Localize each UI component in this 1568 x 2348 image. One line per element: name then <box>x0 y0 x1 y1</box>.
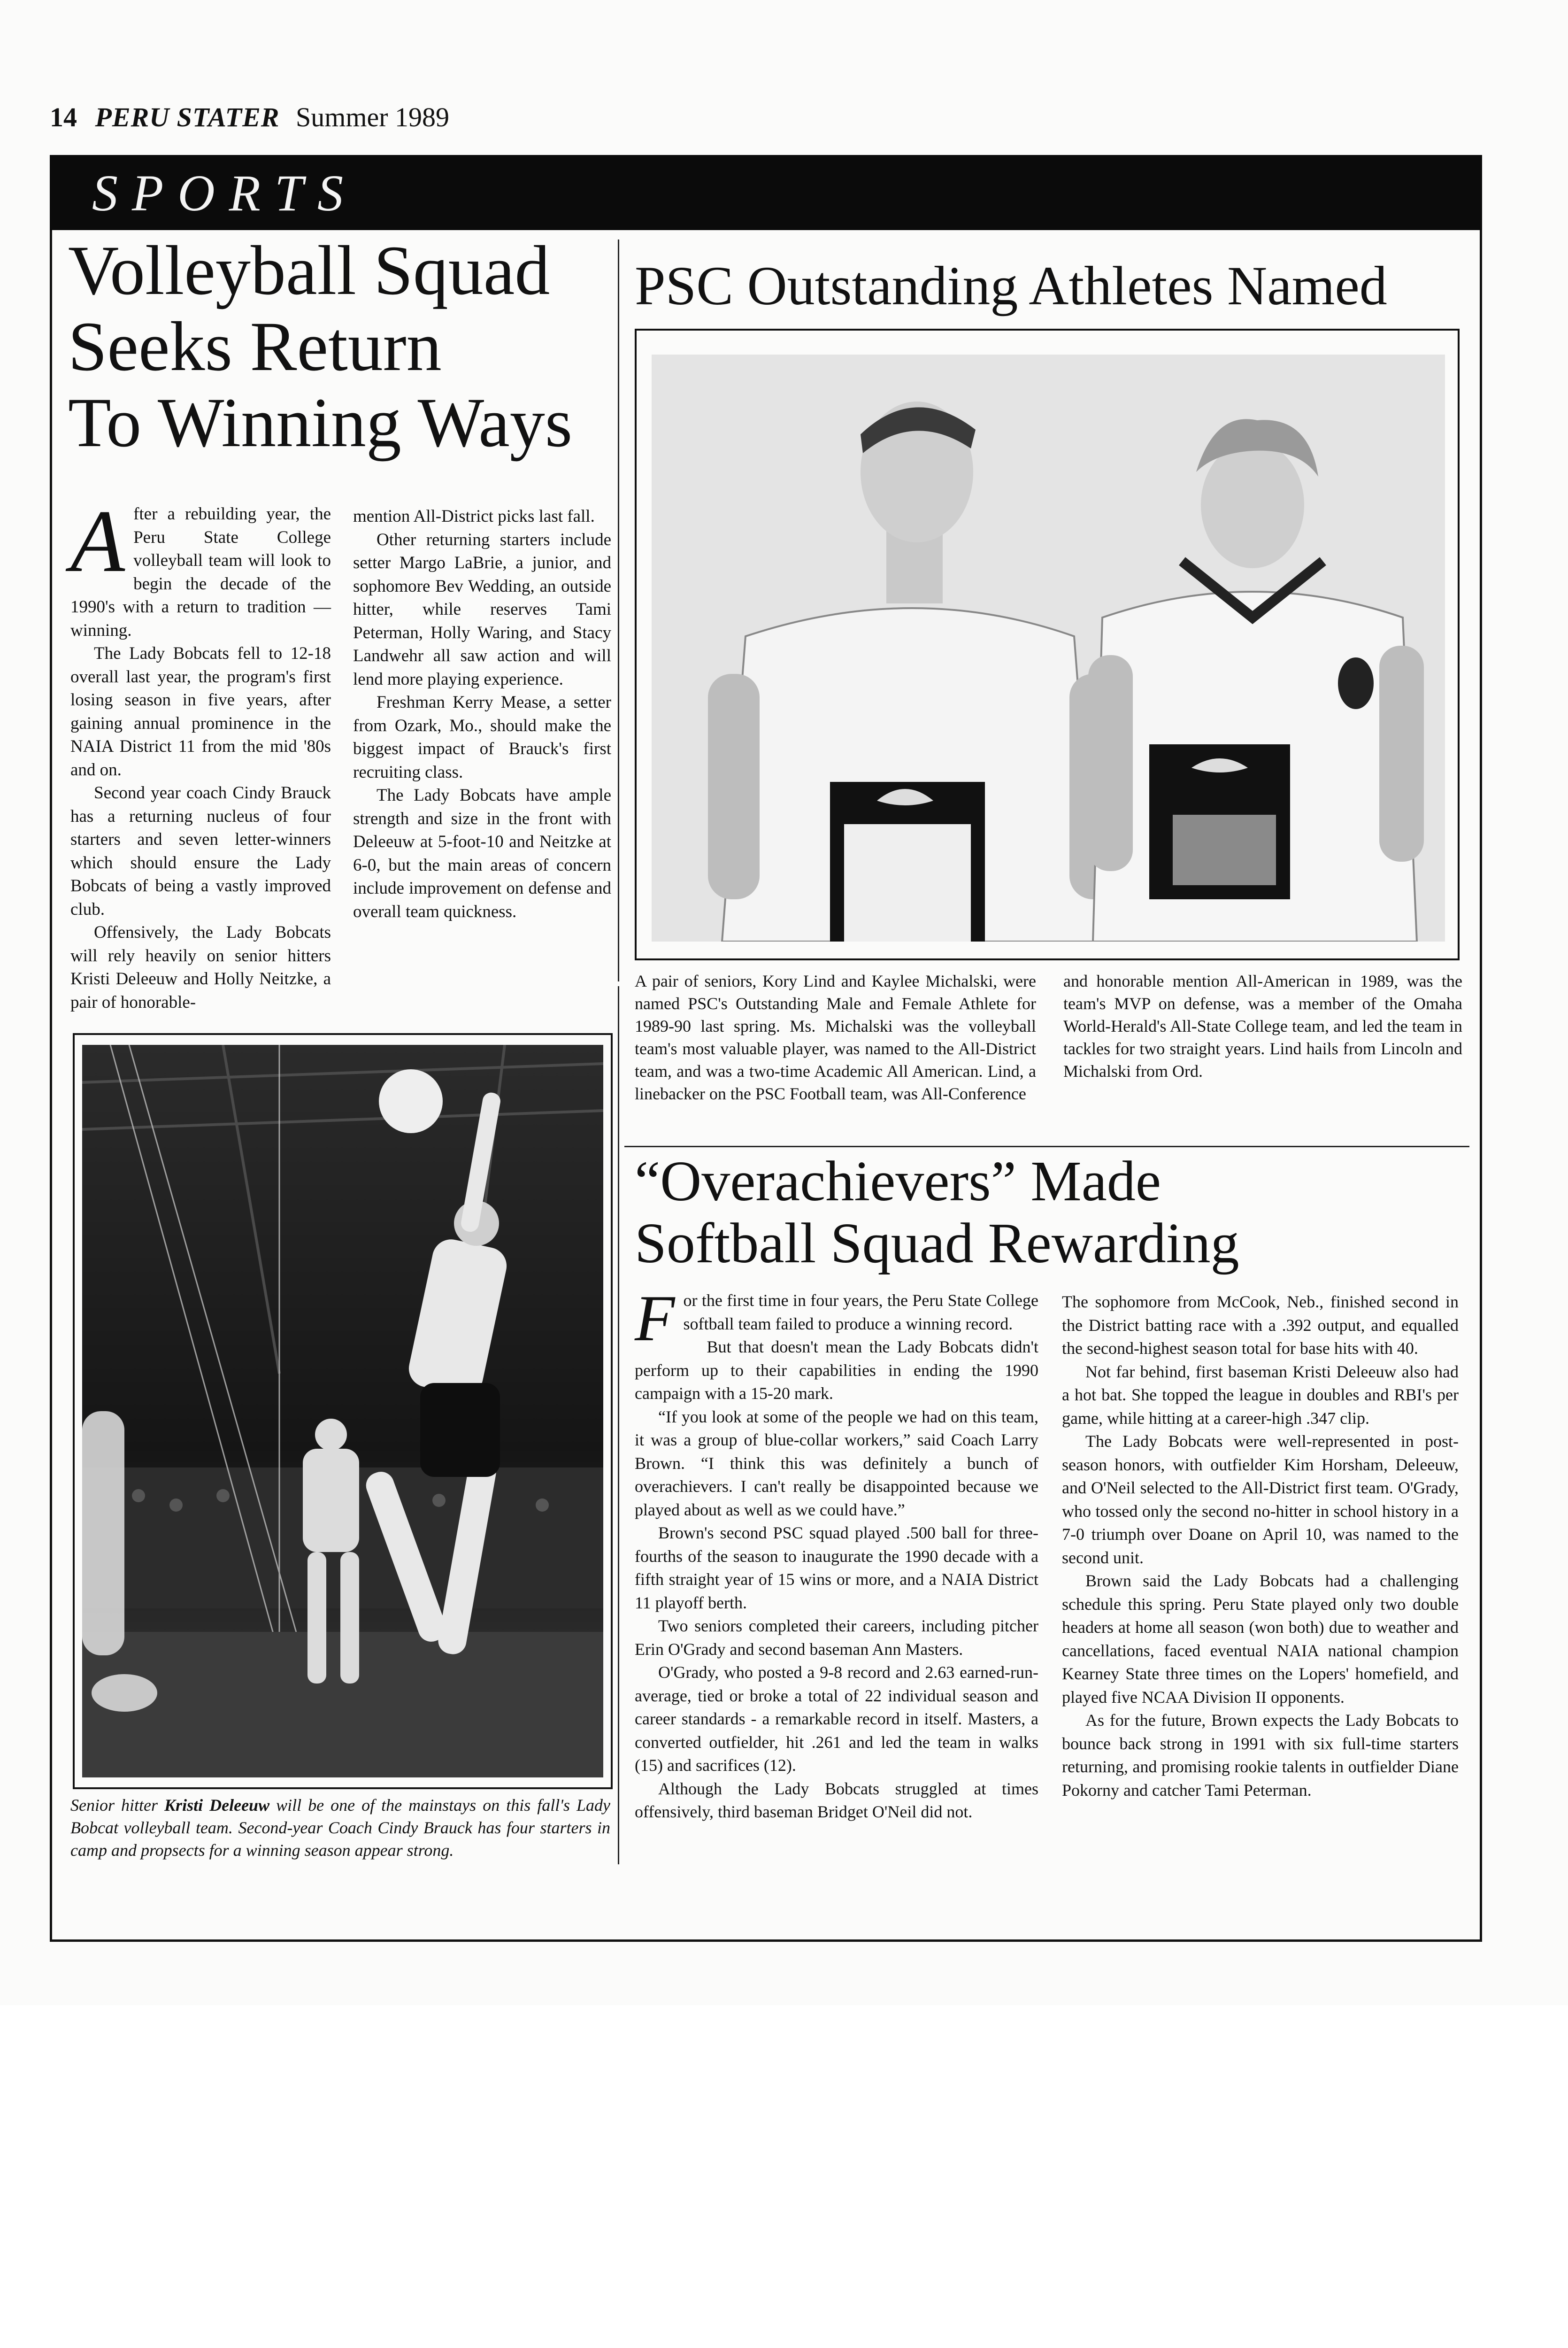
article-paragraph: Brown said the Lady Bobcats had a challenging schedule this spring. Peru State played only two double headers at home all season (won both) due to weather and cancellations, faced eventual NAIA national champion Kearney State three times on the Lopers' homefield, and played five NCAA Division II opponents. <box>1062 1571 1459 1707</box>
volleyball-column-2 <box>353 505 611 923</box>
athletes-caption-left: A pair of seniors, Kory Lind and Kaylee Michalski, were named PSC's Outstanding Male and Female Athlete for 1989-90 last spring. Ms. Michalski was the volleyball team's most valuable player, was named to the All-District team, and was a two-time Academic All American. Lind, a linebacker on the PSC Football team, was All-Conference <box>635 972 1036 1103</box>
article-paragraph: As for the future, Brown expects the Lady Bobcats to bounce back strong in 1991 with six full-time starters returning, and promising rookie talents in outfielder Diane Pokorny and catcher Tami Peterman. <box>1062 1711 1459 1800</box>
volleyball-headline-line: Seeks Return <box>68 308 442 386</box>
article-paragraph: But that doesn't mean the Lady Bobcats didn't perform up to their capabilities in ending the 1990 campaign with a 15-20 mark. <box>635 1337 1038 1403</box>
article-paragraph: Second year coach Cindy Brauck has a returning nucleus of four starters and seven letter-winners which should ensure the Lady Bobcats of being a vastly improved club. <box>70 783 331 919</box>
athletes-caption-right: and honorable mention All-American in 1989, was the team's MVP on defense, was a member of the Omaha World-Herald's All-State College team, and led the team in tackles for two straight years. Lind hails from Lincoln and Michalski from Ord. <box>1063 972 1462 1081</box>
article-paragraph: Freshman Kerry Mease, a setter from Ozark, Mo., should make the biggest impact of Brauck's first recruiting class. <box>353 693 611 782</box>
section-banner <box>50 155 1482 230</box>
article-paragraph: Brown's second PSC squad played .500 ball for three-fourths of the season to inaugurate the 1990 decade with a fifth straight year of 15 wins or more, and a NAIA District 11 playoff berth. <box>635 1523 1038 1612</box>
article-paragraph: O'Grady, who posted a 9-8 record and 2.63 earned-run-average, tied or broke a total of 22 individual season and career standards - a remarkable record in itself. Masters, a converted outfielder, hit .261 and led the team in walks (15) and sacrifices (12). <box>635 1663 1038 1775</box>
article-paragraph: mention All-District picks last fall. <box>353 507 595 526</box>
article-paragraph: The Lady Bobcats have ample strength and size in the front with Deleeuw at 5-foot-10 and Neitzke at 6-0, but the main areas of concern include improvement on defense and overall team quickness. <box>353 786 611 921</box>
athletes-headline: PSC Outstanding Athletes Named <box>635 255 1387 317</box>
volleyball-action-image <box>82 1045 603 1777</box>
column-divider <box>618 239 619 981</box>
article-paragraph: After a rebuilding year, the Peru State College volleyball team will look to begin the decade of the 1990's with a return to tradition — winning. <box>70 492 331 640</box>
volleyball-column-1 <box>70 492 331 1014</box>
softball-headline-line: Softball Squad Rewarding <box>635 1211 1239 1275</box>
volleyball-headline <box>68 232 572 461</box>
softball-headline <box>635 1151 1239 1274</box>
article-paragraph: Two seniors completed their careers, including pitcher Erin O'Grady and second baseman Ann Masters. <box>635 1616 1038 1659</box>
drop-cap: A <box>70 492 125 591</box>
article-paragraph: The Lady Bobcats fell to 12-18 overall last year, the program's first losing season in five years, after gaining annual prominence in the NAIA District 11 from the mid '80s and on. <box>70 644 331 780</box>
volleyball-photo-caption: Senior hitter Kristi Deleeuw will be one of the mainstays on this fall's Lady Bobcat volleyball team. Second-year Coach Cindy Brauck has four starters in camp and propsects for a winning season appear strong. <box>70 1796 611 1860</box>
article-paragraph: Offensively, the Lady Bobcats will rely heavily on senior hitters Kristi Deleeuw and Holly Neitzke, a pair of honorable- <box>70 923 331 1012</box>
publication-name: PERU STATER <box>95 102 280 132</box>
drop-cap: F <box>635 1282 675 1355</box>
athletes-portrait-image <box>652 355 1445 942</box>
article-paragraph: For the first time in four years, the Peru State College softball team failed to produce a winning record. <box>635 1282 1038 1355</box>
article-paragraph: The sophomore from McCook, Neb., finished second in the District batting race with a .392 output, and equalled the second-highest season total for base hits with 40. <box>1062 1292 1459 1358</box>
section-divider <box>624 1146 1469 1147</box>
section-label: SPORTS <box>92 164 357 222</box>
caption-name: Kristi Deleeuw <box>164 1796 270 1815</box>
volleyball-photo <box>82 1045 603 1777</box>
softball-column-1 <box>635 1282 1038 1824</box>
softball-headline-line: “Overachievers” Made <box>635 1150 1161 1213</box>
article-paragraph: The Lady Bobcats were well-represented in post-season honors, with outfielder Kim Horsham, Deleeuw, and O'Neil selected to the All-District first team. O'Grady, who tossed only the second no-hitter in school history in a 7-0 triumph over Doane on April 10, was named to the second unit. <box>1062 1432 1459 1567</box>
article-paragraph: Not far behind, first baseman Kristi Deleeuw also had a hot bat. She topped the league in doubles and RBI's per game, while hitting at a career-high .347 clip. <box>1062 1362 1459 1428</box>
article-paragraph: “If you look at some of the people we had on this team, it was a group of blue-collar workers,” said Coach Larry Brown. “I think this was definitely a bunch of overachievers. I can't really be disappointed because we played about as well as we could have.” <box>635 1407 1038 1519</box>
issue-date: Summer 1989 <box>295 102 450 132</box>
volleyball-headline-line: Volleyball Squad <box>68 232 550 309</box>
article-paragraph: Other returning starters include setter Margo LaBrie, a junior, and sophomore Bev Wedding, an outside hitter, while reserves Tami Peterman, Holly Waring, and Stacy Landwehr all saw action and will lend more playing experience. <box>353 530 611 689</box>
page-header <box>50 101 449 134</box>
article-paragraph: Although the Lady Bobcats struggled at times offensively, third baseman Bridget O'Neil did not. <box>635 1779 1038 1821</box>
softball-column-2 <box>1062 1290 1459 1802</box>
athletes-photo <box>652 355 1445 942</box>
column-divider <box>618 986 619 1864</box>
volleyball-headline-line: To Winning Ways <box>68 384 573 462</box>
page-number: 14 <box>50 102 77 132</box>
